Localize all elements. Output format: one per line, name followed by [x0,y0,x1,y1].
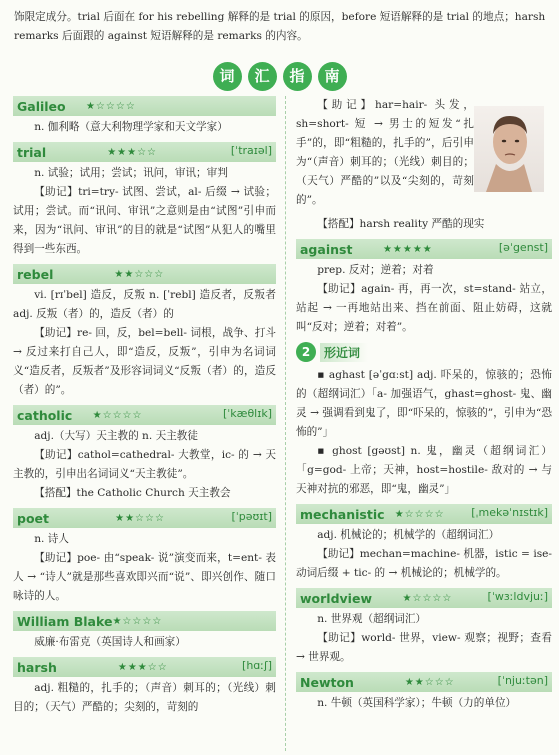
star-rating: ★☆☆☆☆ [394,508,445,520]
entry-line: 【助记】har=hair- 头发，sh=short- 短 → 男士的短发“扎手”的，即“粗糙的，扎手的”，后引申为“（声音）刺耳的；（光线）刺目的；（天气）严酷的”以及“尖刻的，苛刻的”。 [296,99,474,206]
entry-line: n. 牛顿（英国科学家）；牛顿（力的单位） [317,697,517,709]
entry-header [296,588,552,608]
star-rating: ★☆☆☆☆ [402,592,453,604]
entry-line: 【助记】poe- 由“speak- 说”演变而来，t=ent- 表人 → “诗人”就是那些喜欢即兴而“说”、即兴创作、随口咏诗的人。 [13,552,276,602]
entry-body [296,526,552,583]
star-rating: ★☆☆☆☆ [92,409,143,421]
star-rating: ★☆☆☆☆ [112,615,163,627]
entry-line: n. 伽利略（意大利物理学家和天文学家） [34,121,228,133]
star-rating: ★★★☆☆ [117,661,168,673]
entry-body [13,118,276,137]
headword: mechanistic [300,506,385,522]
phonetic: [hɑːʃ] [242,659,272,672]
headword: William Blake [17,613,113,629]
star-rating: ★☆☆☆☆ [85,100,136,112]
entry-line: 威廉·布雷克（英国诗人和画家） [34,636,186,648]
entry-header [13,611,276,631]
harsh-continued [296,96,552,234]
star-rating: ★★★☆☆ [107,146,158,158]
left-column [13,96,276,722]
entry-line: 【助记】again- 再，再一次，st=stand- 站立，站起 → 一再地站出来、挡在前面、阻止妨碍，这就叫“反对；逆着；对着”。 [296,283,552,333]
headword: catholic [17,407,73,423]
phonetic: [ˈkæθlɪk] [222,407,272,420]
entry-line: prep. 反对；逆着；对着 [317,264,434,276]
entry-body [296,610,552,667]
entry-body [13,633,276,652]
entry-body [13,427,276,503]
entry-header [13,657,276,677]
entry-line: n. 诗人 [34,533,69,545]
entry-line: adj. 机械论的；机械学的（超纲词汇） [317,529,500,541]
section-title [0,62,559,91]
entry-body [13,286,276,400]
entry-header [296,504,552,524]
entry-header [13,264,276,284]
entry-body [13,679,276,717]
entry-header [13,405,276,425]
headword: poet [17,510,49,526]
entry-line: 【助记】mechan=machine- 机器，istic = ise- 动词后缀 + tic- 的 → 机械论的；机械学的。 [296,548,552,579]
entry-body [296,694,552,713]
entry-body [13,164,276,259]
phonetic: [ˈpəʊɪt] [231,510,272,523]
entry-line: adj.（大写）天主教的 n. 天主教徒 [34,430,198,442]
entry-header [296,239,552,259]
phonetic: [ˈtraɪəl] [230,144,272,157]
title-char: 词 [213,62,242,91]
entry-header [13,142,276,162]
headword: Newton [300,674,354,690]
headword: trial [17,144,47,160]
intro-text: 饰限定成分。trial 后面在 for his rebelling 解释的是 trial 的原因，before 短语解释的是 trial 的地点；harsh remarks 后面跟的 against 短语解释的是 remarks 的内容。 [14,11,546,42]
phonetic: [ˈnjuːtən] [497,674,548,687]
entry-line: 【助记】cathol=cathedral- 大教堂，ic- 的 → 天主教的，引申出名词词义“天主教徒”。 [13,449,276,480]
entry-header [296,672,552,692]
headword: rebel [17,266,54,282]
headword: harsh [17,659,57,675]
phonetic: [əˈgenst] [498,241,548,254]
entry-body [296,96,474,210]
title-char: 南 [318,62,347,91]
column-divider [285,96,286,751]
entry-body [296,215,552,234]
entry-line: n. 试验；试用；尝试；讯问，审讯；审判 [34,167,228,179]
entry-body [13,530,276,606]
entry-line: n. 世界观（超纲词汇） [317,613,427,625]
title-char: 指 [283,62,312,91]
portrait-image [474,106,544,192]
similar-words-heading [296,342,552,362]
star-rating: ★★☆☆☆ [404,676,455,688]
entry-header [13,508,276,528]
similar-word-item: ▪ aghast [əˈgɑːst] adj. 吓呆的，惊骇的；恐怖的（超纲词汇）「a- 加强语气，ghast=ghost- 鬼、幽灵 → 强调看到鬼了，即“吓呆的，惊骇的”，引申为“恐怖的”」 [296,369,552,438]
entry-header [13,96,276,116]
subsection-number: 2 [296,342,316,362]
entry-body [296,366,552,499]
headword: worldview [300,590,372,606]
entry-line: 【助记】tri=try- 试图、尝试，al- 后缀 → 试验；试用；尝试。而“讯问、审讯”之意则是由“试图”引申而来，因为“讯问、审讯”的目的就是“试图”从犯人的嘴里得到一些东西。 [13,186,276,255]
star-rating: ★★☆☆☆ [114,268,165,280]
phonetic: [ˈwɜːldvjuː] [487,590,548,603]
headword: against [300,241,353,257]
entry-line: vi. [rɪˈbel] 造反，反叛 n. [ˈrebl] 造反者，反叛者 adj. 反叛（者）的，造反（者）的 [13,289,276,320]
subsection-title: 形近词 [320,343,368,362]
phonetic: [ˌmekəˈnɪstɪk] [471,506,548,519]
star-rating: ★★☆☆☆ [115,512,165,524]
entry-line: adj. 粗糙的，扎手的；（声音）刺耳的；（光线）刺目的；（天气）严酷的；尖刻的，苛刻的 [13,682,276,713]
title-char: 汇 [248,62,277,91]
star-rating: ★★★★★ [382,243,433,255]
entry-body [296,261,552,337]
right-column [296,96,552,718]
entry-line: 【搭配】harsh reality 严酷的现实 [317,218,485,230]
entry-line: 【助记】re- 回，反，bel=bell- 词根，战争、打斗 → 反过来打自己人，即“造反，反叛”，引申为名词词义“造反者，反叛者”及形容词词义“反叛（者）的，造反（者）的”。 [13,327,276,396]
entry-line: 【搭配】the Catholic Church 天主教会 [34,487,231,499]
similar-word-item: ▪ ghost [gəʊst] n. 鬼，幽灵（超纲词汇）「g=god- 上帝；天神，host=hostile- 敌对的 → 与天神对抗的邪恶，即“鬼，幽灵”」 [296,445,552,495]
headword: Galileo [17,98,66,114]
entry-line: 【助记】world- 世界，view- 观察；视野；查看 → 世界观。 [296,632,552,663]
